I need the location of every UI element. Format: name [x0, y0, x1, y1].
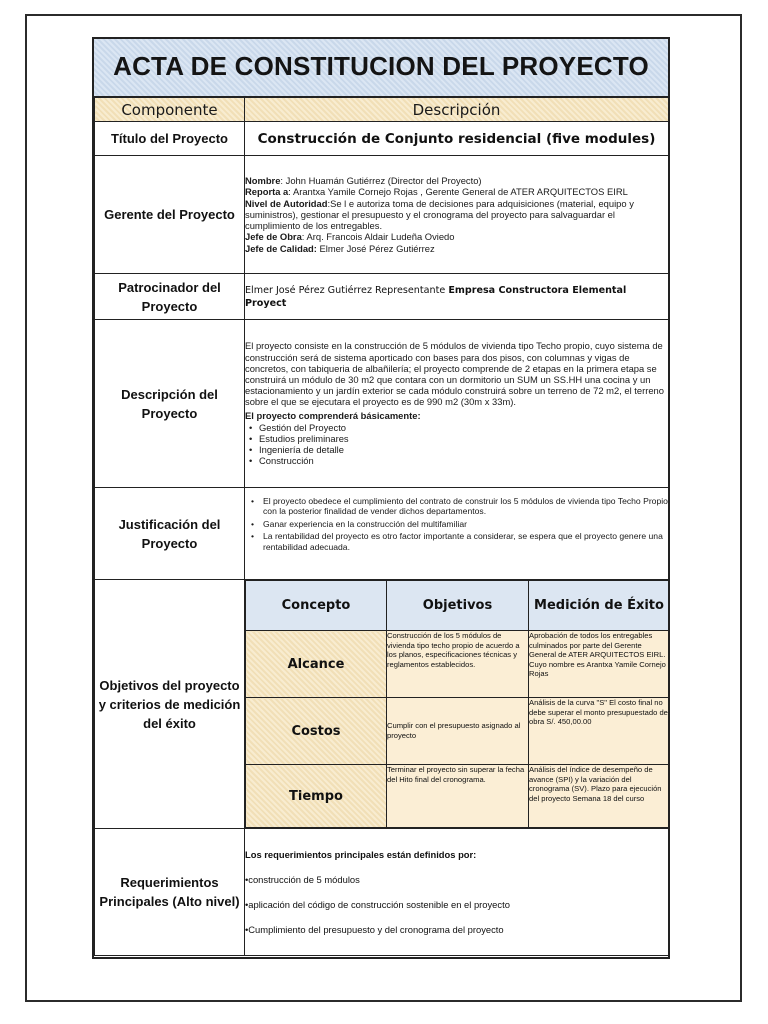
requerimientos-details: [245, 829, 669, 956]
title-band: [94, 39, 668, 97]
descripcion-text: El proyecto consiste en la construcción de 5 módulos de vivienda tipo Techo propio, cuyo sistema de construcción será de sistema aporticado con bases para dos pisos, con columnas y vigas de concretos, con tabiqueria de albañilería; el proyecto comprende de 2 etapas en la primera etapa se construirá un módulo de 30 m2 que contara con un dormitorio un SUM un SS.HH una cocina y un estacionamiento y un jardín exterior se cada módulo construirá sobre un terreno de 72 m2, el terreno sobre el que se ejecutara el proyecto es de 990 m2 (30m x 33m).: [245, 340, 664, 408]
autoridad-value: :Se l e autoriza toma de decisiones para adquisiciones (material, equipo y suministros), gestionar el presupuesto y el cronograma del proyecto para salvaguardar el cumplimiento de los entregables.: [245, 197, 634, 232]
medicion-costos: Análisis de la curva "S" El costo final no debe superar el monto presupuestado de obra S/. 450,00.00: [529, 698, 670, 765]
header-descripcion: Descripción: [245, 98, 669, 122]
medicion-alcance: Aprobación de todos los entregables culminados por parte del Gerente General de ATER ARQUITECTOS EIRL. Cuyo nombre es Arantxa Yamile Cornejo Rojas: [529, 631, 670, 698]
objetivo-tiempo: Terminar el proyecto sin superar la fecha del Hito final del cronograma.: [387, 765, 529, 828]
objetivos-cell: [245, 580, 669, 829]
list-item: • El proyecto obedece el cumplimiento del contrato de construir los 5 módulos de vivienda tipo Techo Propio con la posterior finalidad de vender dichos departamentos.: [245, 496, 668, 517]
gerente-details: [245, 156, 669, 274]
patrocinador-value: [245, 274, 669, 320]
concepto-tiempo: Tiempo: [246, 765, 387, 828]
header-medicion: Medición de Éxito: [529, 581, 670, 631]
reporta-key: Reporta a: [245, 186, 289, 198]
list-item: •construcción de 5 módulos: [245, 874, 360, 885]
patrocinador-label: Patrocinador del Proyecto: [95, 274, 245, 320]
header-concepto: Concepto: [246, 581, 387, 631]
header-objetivos: Objetivos: [387, 581, 529, 631]
justificacion-label: Justificación del Proyecto: [95, 488, 245, 580]
list-item: • Estudios preliminares: [245, 433, 668, 444]
row-gerente: [95, 156, 669, 274]
jefe-obra-key: Jefe de Obra: [245, 231, 302, 243]
row-objetivos: [95, 580, 669, 829]
concepto-alcance: Alcance: [246, 631, 387, 698]
list-item: •aplicación del código de construcción sostenible en el proyecto: [245, 899, 510, 910]
table-row: [246, 631, 670, 698]
header-row: [95, 98, 669, 122]
row-titulo: [95, 122, 669, 156]
table-row: [246, 765, 670, 828]
objetivo-costos: Cumplir con el presupuesto asignado al proyecto: [387, 698, 529, 765]
objetivos-header-row: [246, 581, 670, 631]
jefe-obra-value: : Arq. Francois Aldair Ludeña Oviedo: [301, 231, 455, 243]
patrocinador-company: Empresa Constructora Elemental Proyect: [245, 284, 627, 309]
concepto-costos: Costos: [246, 698, 387, 765]
objetivo-alcance: Construcción de los 5 módulos de vivienda tipo techo propio de acuerdo a los planos, especificaciones técnicas y reglamentos establecidos.: [387, 631, 529, 698]
objetivos-label: Objetivos del proyecto y criterios de medición del éxito: [95, 580, 245, 829]
list-item: • Ganar experiencia en la construcción del multifamiliar: [245, 519, 668, 529]
list-item: • Construcción: [245, 455, 668, 466]
jefe-calidad-key: Jefe de Calidad:: [245, 242, 317, 254]
autoridad-key: Nivel de Autoridad: [245, 197, 328, 209]
jefe-calidad-value: Elmer José Pérez Gutiérrez: [316, 242, 435, 254]
header-componente: Componente: [95, 98, 245, 122]
descripcion-details: [245, 320, 669, 488]
requerimientos-intro: Los requerimientos principales están definidos por:: [245, 849, 477, 860]
requerimientos-label: Requerimientos Principales (Alto nivel): [95, 829, 245, 956]
objetivos-table: [245, 580, 670, 828]
reporta-value: : Arantxa Yamile Cornejo Rojas , Gerente General de ATER ARQUITECTOS EIRL: [288, 186, 628, 198]
row-requerimientos: [95, 829, 669, 956]
document-title: ACTA DE CONSTITUCION DEL PROYECTO: [113, 51, 649, 81]
project-charter-document: [92, 37, 670, 959]
patrocinador-text: Elmer José Pérez Gutiérrez Representante: [245, 284, 449, 296]
justificacion-list: [245, 496, 668, 552]
list-item: •Cumplimiento del presupuesto y del cronograma del proyecto: [245, 924, 504, 935]
gerente-label: Gerente del Proyecto: [95, 156, 245, 274]
charter-table: [94, 97, 669, 956]
medicion-tiempo: Análisis del índice de desempeño de avance (SPI) y la variación del cronograma (SV). Plazo para ejecución del proyecto Semana 18 del curso: [529, 765, 670, 828]
list-item: • La rentabilidad del proyecto es otro factor importante a considerar, se espera que el proyecto genere una rentabilidad adecuada.: [245, 531, 668, 552]
nombre-key: Nombre: [245, 175, 281, 187]
justificacion-details: [245, 488, 669, 580]
titulo-label: Título del Proyecto: [95, 122, 245, 156]
nombre-value: : John Huamán Gutiérrez (Director del Proyecto): [280, 175, 482, 187]
descripcion-subtitle: El proyecto comprenderá básicamente:: [245, 409, 421, 421]
list-item: • Gestión del Proyecto: [245, 422, 668, 433]
titulo-value: Construcción de Conjunto residencial (five modules): [245, 122, 669, 156]
table-row: [246, 698, 670, 765]
row-justificacion: [95, 488, 669, 580]
descripcion-list: [245, 422, 668, 467]
row-descripcion: [95, 320, 669, 488]
row-patrocinador: [95, 274, 669, 320]
list-item: • Ingeniería de detalle: [245, 444, 668, 455]
descripcion-label: Descripción del Proyecto: [95, 320, 245, 488]
